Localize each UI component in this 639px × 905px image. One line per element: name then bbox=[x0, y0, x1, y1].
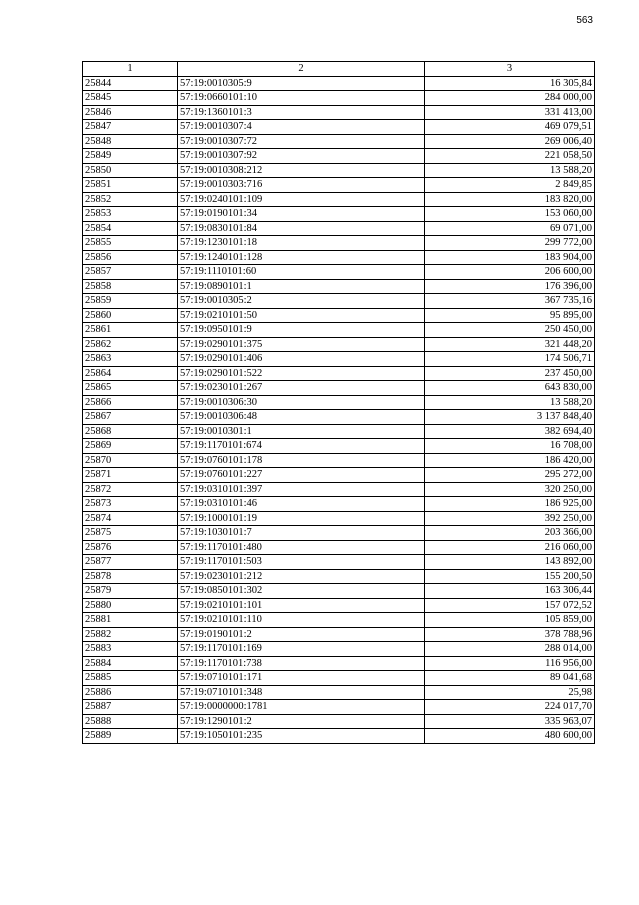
cadastral-number-cell: 57:19:0310101:46 bbox=[178, 497, 425, 512]
cadastral-number-cell: 57:19:0210101:101 bbox=[178, 598, 425, 613]
cadastral-number-cell: 57:19:0830101:84 bbox=[178, 221, 425, 236]
cadastral-number-cell: 57:19:0010305:2 bbox=[178, 294, 425, 309]
table-row bbox=[83, 192, 595, 207]
row-number-cell: 25874 bbox=[83, 511, 178, 526]
table-row bbox=[83, 134, 595, 149]
row-number-cell: 25862 bbox=[83, 337, 178, 352]
value-cell: 116 956,00 bbox=[425, 656, 595, 671]
row-number-cell: 25856 bbox=[83, 250, 178, 265]
value-cell: 186 420,00 bbox=[425, 453, 595, 468]
value-cell: 13 588,20 bbox=[425, 163, 595, 178]
row-number-cell: 25860 bbox=[83, 308, 178, 323]
cadastral-number-cell: 57:19:1170101:674 bbox=[178, 439, 425, 454]
cadastral-number-cell: 57:19:1110101:60 bbox=[178, 265, 425, 280]
table-row bbox=[83, 671, 595, 686]
row-number-cell: 25877 bbox=[83, 555, 178, 570]
cadastral-number-cell: 57:19:1290101:2 bbox=[178, 714, 425, 729]
cadastral-number-cell: 57:19:1000101:19 bbox=[178, 511, 425, 526]
table-row bbox=[83, 584, 595, 599]
value-cell: 105 859,00 bbox=[425, 613, 595, 628]
cadastral-number-cell: 57:19:0760101:178 bbox=[178, 453, 425, 468]
value-cell: 382 694,40 bbox=[425, 424, 595, 439]
cadastral-number-cell: 57:19:0310101:397 bbox=[178, 482, 425, 497]
table-row bbox=[83, 714, 595, 729]
cadastral-number-cell: 57:19:0290101:375 bbox=[178, 337, 425, 352]
row-number-cell: 25869 bbox=[83, 439, 178, 454]
value-cell: 216 060,00 bbox=[425, 540, 595, 555]
row-number-cell: 25879 bbox=[83, 584, 178, 599]
row-number-cell: 25887 bbox=[83, 700, 178, 715]
row-number-cell: 25844 bbox=[83, 76, 178, 91]
table-row bbox=[83, 410, 595, 425]
table-row bbox=[83, 236, 595, 251]
table-row bbox=[83, 163, 595, 178]
column-header-3: 3 bbox=[425, 62, 595, 77]
value-cell: 163 306,44 bbox=[425, 584, 595, 599]
cadastral-number-cell: 57:19:0230101:267 bbox=[178, 381, 425, 396]
value-cell: 321 448,20 bbox=[425, 337, 595, 352]
value-cell: 16 708,00 bbox=[425, 439, 595, 454]
value-cell: 13 588,20 bbox=[425, 395, 595, 410]
cadastral-number-cell: 57:19:1170101:480 bbox=[178, 540, 425, 555]
row-number-cell: 25883 bbox=[83, 642, 178, 657]
table-row bbox=[83, 279, 595, 294]
table-row bbox=[83, 105, 595, 120]
cadastral-number-cell: 57:19:1050101:235 bbox=[178, 729, 425, 744]
table-row bbox=[83, 642, 595, 657]
row-number-cell: 25867 bbox=[83, 410, 178, 425]
cadastral-number-cell: 57:19:0210101:50 bbox=[178, 308, 425, 323]
table-row bbox=[83, 221, 595, 236]
table-row bbox=[83, 323, 595, 338]
cadastral-number-cell: 57:19:0010307:72 bbox=[178, 134, 425, 149]
value-cell: 378 788,96 bbox=[425, 627, 595, 642]
table-row bbox=[83, 540, 595, 555]
cadastral-number-cell: 57:19:0760101:227 bbox=[178, 468, 425, 483]
value-cell: 183 904,00 bbox=[425, 250, 595, 265]
cadastral-number-cell: 57:19:0290101:522 bbox=[178, 366, 425, 381]
table-row bbox=[83, 265, 595, 280]
row-number-cell: 25853 bbox=[83, 207, 178, 222]
row-number-cell: 25875 bbox=[83, 526, 178, 541]
value-cell: 299 772,00 bbox=[425, 236, 595, 251]
table-row bbox=[83, 598, 595, 613]
registry-table bbox=[82, 61, 595, 744]
value-cell: 250 450,00 bbox=[425, 323, 595, 338]
row-number-cell: 25849 bbox=[83, 149, 178, 164]
value-cell: 320 250,00 bbox=[425, 482, 595, 497]
row-number-cell: 25888 bbox=[83, 714, 178, 729]
row-number-cell: 25846 bbox=[83, 105, 178, 120]
table-row bbox=[83, 207, 595, 222]
row-number-cell: 25850 bbox=[83, 163, 178, 178]
cadastral-number-cell: 57:19:1170101:503 bbox=[178, 555, 425, 570]
row-number-cell: 25857 bbox=[83, 265, 178, 280]
table-row bbox=[83, 453, 595, 468]
cadastral-number-cell: 57:19:1240101:128 bbox=[178, 250, 425, 265]
value-cell: 176 396,00 bbox=[425, 279, 595, 294]
table-row bbox=[83, 381, 595, 396]
value-cell: 16 305,84 bbox=[425, 76, 595, 91]
row-number-cell: 25863 bbox=[83, 352, 178, 367]
cadastral-number-cell: 57:19:0190101:34 bbox=[178, 207, 425, 222]
value-cell: 367 735,16 bbox=[425, 294, 595, 309]
value-cell: 157 072,52 bbox=[425, 598, 595, 613]
table-row bbox=[83, 250, 595, 265]
cadastral-number-cell: 57:19:0010305:9 bbox=[178, 76, 425, 91]
row-number-cell: 25865 bbox=[83, 381, 178, 396]
value-cell: 174 506,71 bbox=[425, 352, 595, 367]
cadastral-number-cell: 57:19:0210101:110 bbox=[178, 613, 425, 628]
cadastral-number-cell: 57:19:0710101:348 bbox=[178, 685, 425, 700]
cadastral-number-cell: 57:19:0010307:92 bbox=[178, 149, 425, 164]
table-row bbox=[83, 627, 595, 642]
table-row bbox=[83, 613, 595, 628]
cadastral-number-cell: 57:19:1170101:738 bbox=[178, 656, 425, 671]
cadastral-number-cell: 57:19:0850101:302 bbox=[178, 584, 425, 599]
cadastral-number-cell: 57:19:1030101:7 bbox=[178, 526, 425, 541]
row-number-cell: 25859 bbox=[83, 294, 178, 309]
row-number-cell: 25884 bbox=[83, 656, 178, 671]
value-cell: 288 014,00 bbox=[425, 642, 595, 657]
row-number-cell: 25855 bbox=[83, 236, 178, 251]
value-cell: 237 450,00 bbox=[425, 366, 595, 381]
value-cell: 392 250,00 bbox=[425, 511, 595, 526]
table-row bbox=[83, 424, 595, 439]
row-number-cell: 25847 bbox=[83, 120, 178, 135]
value-cell: 69 071,00 bbox=[425, 221, 595, 236]
value-cell: 95 895,00 bbox=[425, 308, 595, 323]
table-row bbox=[83, 729, 595, 744]
value-cell: 643 830,00 bbox=[425, 381, 595, 396]
table-row bbox=[83, 91, 595, 106]
value-cell: 3 137 848,40 bbox=[425, 410, 595, 425]
cadastral-number-cell: 57:19:0010306:30 bbox=[178, 395, 425, 410]
row-number-cell: 25878 bbox=[83, 569, 178, 584]
page-number: 563 bbox=[576, 15, 593, 26]
row-number-cell: 25885 bbox=[83, 671, 178, 686]
table-row bbox=[83, 656, 595, 671]
cadastral-number-cell: 57:19:0660101:10 bbox=[178, 91, 425, 106]
table-row bbox=[83, 482, 595, 497]
cadastral-number-cell: 57:19:0190101:2 bbox=[178, 627, 425, 642]
cadastral-number-cell: 57:19:0290101:406 bbox=[178, 352, 425, 367]
row-number-cell: 25886 bbox=[83, 685, 178, 700]
value-cell: 2 849,85 bbox=[425, 178, 595, 193]
cadastral-number-cell: 57:19:1170101:169 bbox=[178, 642, 425, 657]
table-row bbox=[83, 337, 595, 352]
table-row bbox=[83, 149, 595, 164]
row-number-cell: 25852 bbox=[83, 192, 178, 207]
table-row bbox=[83, 526, 595, 541]
cadastral-number-cell: 57:19:0950101:9 bbox=[178, 323, 425, 338]
value-cell: 221 058,50 bbox=[425, 149, 595, 164]
cadastral-number-cell: 57:19:0010303:716 bbox=[178, 178, 425, 193]
value-cell: 331 413,00 bbox=[425, 105, 595, 120]
table-body bbox=[83, 76, 595, 743]
table-row bbox=[83, 569, 595, 584]
row-number-cell: 25851 bbox=[83, 178, 178, 193]
value-cell: 183 820,00 bbox=[425, 192, 595, 207]
table-row bbox=[83, 308, 595, 323]
table-row bbox=[83, 366, 595, 381]
cadastral-number-cell: 57:19:0230101:212 bbox=[178, 569, 425, 584]
row-number-cell: 25880 bbox=[83, 598, 178, 613]
value-cell: 186 925,00 bbox=[425, 497, 595, 512]
table-row bbox=[83, 511, 595, 526]
row-number-cell: 25882 bbox=[83, 627, 178, 642]
column-header-2: 2 bbox=[178, 62, 425, 77]
cadastral-number-cell: 57:19:0000000:1781 bbox=[178, 700, 425, 715]
cadastral-number-cell: 57:19:1360101:3 bbox=[178, 105, 425, 120]
table-row bbox=[83, 76, 595, 91]
row-number-cell: 25889 bbox=[83, 729, 178, 744]
table-row bbox=[83, 497, 595, 512]
value-cell: 335 963,07 bbox=[425, 714, 595, 729]
value-cell: 269 006,40 bbox=[425, 134, 595, 149]
value-cell: 295 272,00 bbox=[425, 468, 595, 483]
table-row bbox=[83, 685, 595, 700]
table-row bbox=[83, 178, 595, 193]
cadastral-number-cell: 57:19:1230101:18 bbox=[178, 236, 425, 251]
row-number-cell: 25861 bbox=[83, 323, 178, 338]
row-number-cell: 25870 bbox=[83, 453, 178, 468]
cadastral-number-cell: 57:19:0240101:109 bbox=[178, 192, 425, 207]
cadastral-number-cell: 57:19:0010307:4 bbox=[178, 120, 425, 135]
row-number-cell: 25868 bbox=[83, 424, 178, 439]
table-header bbox=[83, 62, 595, 77]
value-cell: 469 079,51 bbox=[425, 120, 595, 135]
table-row bbox=[83, 700, 595, 715]
cadastral-number-cell: 57:19:0710101:171 bbox=[178, 671, 425, 686]
row-number-cell: 25876 bbox=[83, 540, 178, 555]
table-row bbox=[83, 439, 595, 454]
table-row bbox=[83, 395, 595, 410]
value-cell: 480 600,00 bbox=[425, 729, 595, 744]
cadastral-number-cell: 57:19:0890101:1 bbox=[178, 279, 425, 294]
value-cell: 143 892,00 bbox=[425, 555, 595, 570]
row-number-cell: 25872 bbox=[83, 482, 178, 497]
row-number-cell: 25854 bbox=[83, 221, 178, 236]
value-cell: 203 366,00 bbox=[425, 526, 595, 541]
value-cell: 284 000,00 bbox=[425, 91, 595, 106]
header-row bbox=[83, 62, 595, 77]
value-cell: 224 017,70 bbox=[425, 700, 595, 715]
row-number-cell: 25848 bbox=[83, 134, 178, 149]
value-cell: 25,98 bbox=[425, 685, 595, 700]
table-row bbox=[83, 468, 595, 483]
value-cell: 206 600,00 bbox=[425, 265, 595, 280]
row-number-cell: 25881 bbox=[83, 613, 178, 628]
value-cell: 155 200,50 bbox=[425, 569, 595, 584]
value-cell: 153 060,00 bbox=[425, 207, 595, 222]
row-number-cell: 25845 bbox=[83, 91, 178, 106]
value-cell: 89 041,68 bbox=[425, 671, 595, 686]
table-row bbox=[83, 352, 595, 367]
cadastral-number-cell: 57:19:0010308:212 bbox=[178, 163, 425, 178]
row-number-cell: 25871 bbox=[83, 468, 178, 483]
row-number-cell: 25864 bbox=[83, 366, 178, 381]
row-number-cell: 25866 bbox=[83, 395, 178, 410]
table-row bbox=[83, 120, 595, 135]
row-number-cell: 25873 bbox=[83, 497, 178, 512]
table-row bbox=[83, 294, 595, 309]
cadastral-number-cell: 57:19:0010301:1 bbox=[178, 424, 425, 439]
column-header-1: 1 bbox=[83, 62, 178, 77]
table-row bbox=[83, 555, 595, 570]
cadastral-number-cell: 57:19:0010306:48 bbox=[178, 410, 425, 425]
row-number-cell: 25858 bbox=[83, 279, 178, 294]
